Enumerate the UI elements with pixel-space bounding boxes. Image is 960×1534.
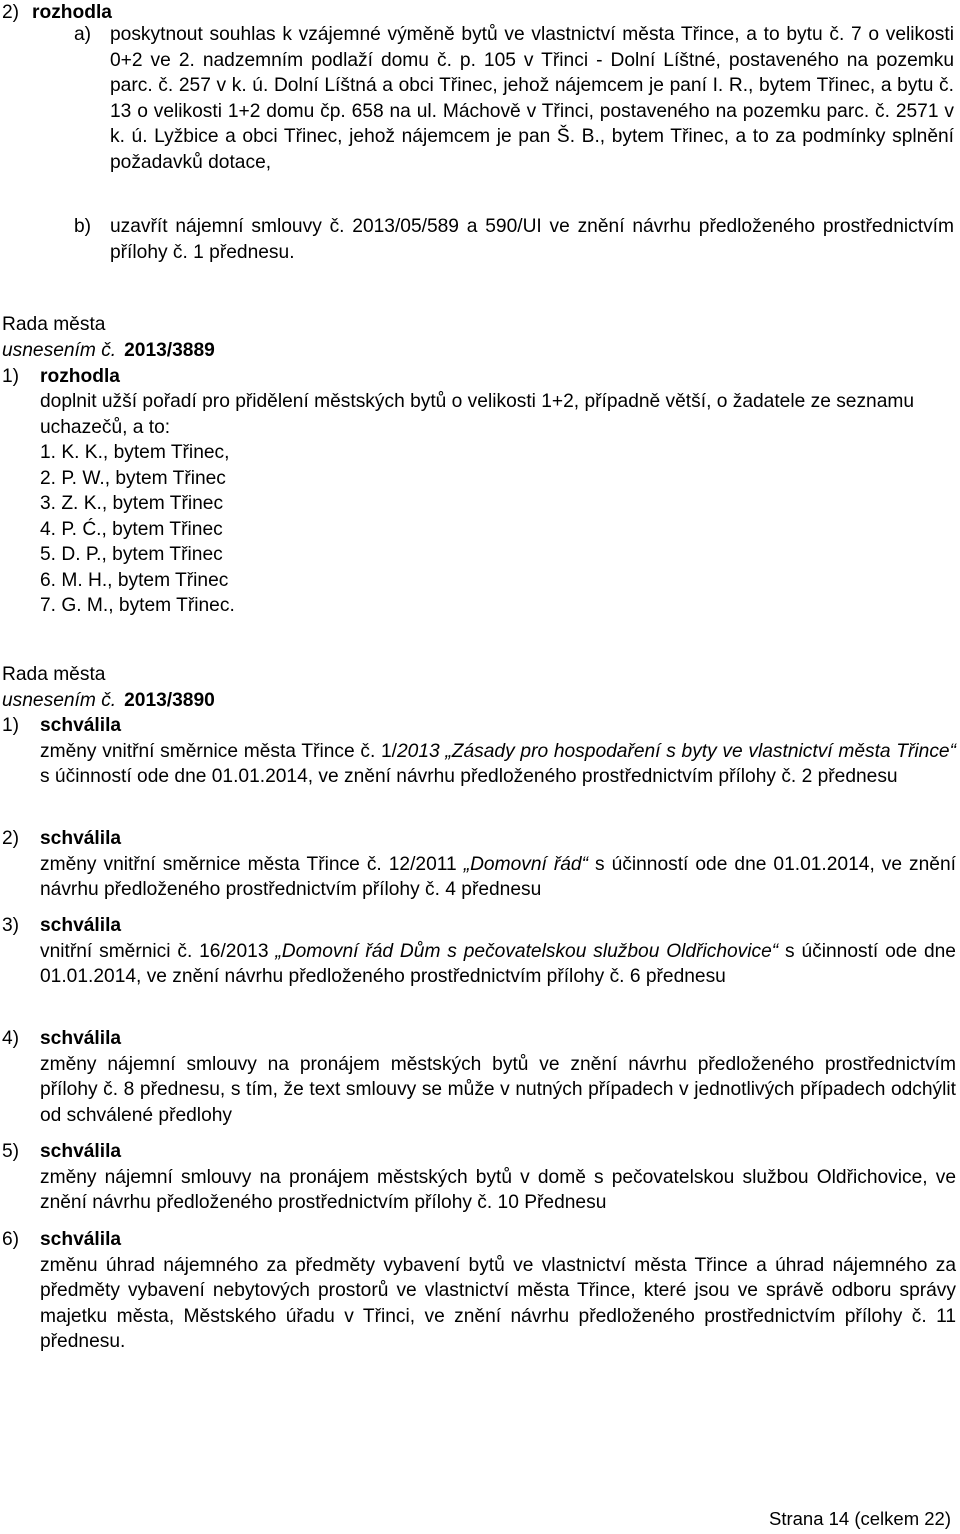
applicant-item: 3. Z. K., bytem Třinec xyxy=(40,493,224,514)
section-number: 1) xyxy=(2,715,20,736)
item-a xyxy=(74,22,954,175)
council-label: Rada města xyxy=(2,664,106,685)
applicant-item: 7. G. M., bytem Třinec. xyxy=(40,595,235,616)
applicant-item: 4. P. Ć., bytem Třinec xyxy=(40,518,223,540)
item-text-part: změny vnitřní směrnice města Třince č. 1/ xyxy=(40,740,397,762)
item-text-part: změny vnitřní směrnice města Třince č. 12/2011 xyxy=(40,853,464,875)
section-number: 4) xyxy=(2,1028,20,1049)
applicant-item: 1. K. K., bytem Třinec, xyxy=(40,442,230,463)
intro-text: doplnit užší pořadí pro přidělení městských bytů o velikosti 1+2, případně větší, o žadatele ze seznamu uchazečů, a to: xyxy=(40,391,915,438)
item-text-part: změny nájemní smlouvy na pronájem městských bytů v domě s pečovatelskou službou Oldřichovice, ve znění návrhu předloženého prostřednictvím přílohy č. 10 Přednesu xyxy=(40,1166,956,1213)
section-body xyxy=(40,389,956,619)
applicant-item: 2. P. W., bytem Třinec xyxy=(40,467,226,489)
section-heading xyxy=(2,364,120,390)
resolution-line xyxy=(2,338,215,364)
item-text-part: vnitřní směrnici č. 16/2013 xyxy=(40,940,276,962)
page-footer: Strana 14 (celkem 22) xyxy=(768,1508,951,1529)
item-text xyxy=(40,852,956,903)
section-verb: schválila xyxy=(40,1141,122,1162)
resolution-label: usnesením č. xyxy=(2,340,117,361)
section-verb: schválila xyxy=(40,715,122,736)
document-title: „Domovní řád“ xyxy=(463,853,588,875)
resolution-line xyxy=(2,688,215,714)
section-verb: schválila xyxy=(40,828,122,849)
item-text-part: s účinností ode dne 01.01.2014, ve znění návrhu předloženého prostřednictvím přílohy č. 4 přednesu xyxy=(40,853,956,900)
document-title: 2013 „Zásady pro hospodaření s byty ve vlastnictví města Třince“ xyxy=(396,740,956,762)
item-text-part: s účinností ode dne 01.01.2014, ve znění návrhu předloženého prostřednictvím přílohy č. 6 přednesu xyxy=(40,940,956,987)
applicant-list xyxy=(40,440,956,619)
section-number: 3) xyxy=(2,915,20,936)
applicant-item: 6. M. H., bytem Třinec xyxy=(40,569,229,591)
section-heading xyxy=(2,1026,956,1052)
item-b xyxy=(74,214,954,265)
section-verb: schválila xyxy=(40,915,122,936)
item-letter: b) xyxy=(74,216,92,237)
resolution-item xyxy=(2,826,956,903)
section-number: 2) xyxy=(2,828,20,849)
section-heading xyxy=(2,913,956,939)
applicant-item: 5. D. P., bytem Třinec xyxy=(40,544,223,565)
item-text xyxy=(40,1165,956,1216)
item-text-part: změnu úhrad nájemného za předměty vybavení bytů ve vlastnictví města Třince a úhrad nájemného za předměty vybavení nebytových prostorů ve vlastnictví města Třince, které jsou ve správě odboru správy majetku města, Městského úřadu v Třinci, ve znění návrhu předloženého prostřednictvím přílohy č. 11 přednesu. xyxy=(40,1254,956,1352)
document-title: „Domovní řád Dům s pečovatelskou službou Oldřichovice“ xyxy=(275,940,779,962)
resolution-item xyxy=(2,913,956,990)
section-verb: schválila xyxy=(40,1028,122,1049)
resolution-number: 2013/3890 xyxy=(124,690,215,711)
resolution-label: usnesením č. xyxy=(2,690,117,711)
resolution-item xyxy=(2,1139,956,1216)
section-heading xyxy=(2,1139,956,1165)
council-label: Rada města xyxy=(2,314,106,335)
section-number: 1) xyxy=(2,366,20,387)
section-verb: rozhodla xyxy=(40,366,120,387)
section-heading xyxy=(2,1227,956,1253)
section-number: 5) xyxy=(2,1141,20,1162)
item-text xyxy=(40,939,956,990)
section-heading xyxy=(2,826,956,852)
section-heading xyxy=(2,713,956,739)
item-text xyxy=(40,739,956,790)
resolution-item xyxy=(2,713,956,790)
section-number: 6) xyxy=(2,1229,20,1250)
section-number: 2) xyxy=(2,2,20,23)
item-text xyxy=(40,1253,956,1355)
item-text-part: s účinností ode dne 01.01.2014, ve znění návrhu předloženého prostřednictvím přílohy č. 2 přednesu xyxy=(40,766,898,787)
item-text: poskytnout souhlas k vzájemné výměně bytů ve vlastnictví města Třince, a to bytu č. 7 o velikosti 0+2 ve 2. nadzemním podlaží domu č. p. 105 v Třinci - Dolní Líštné, postaveného na pozemku parc. č. 257 v k. ú. Dolní Líštná a obci Třinec, jehož nájemcem je paní I. R., bytem Třinec, a bytu č. 13 o velikosti 1+2 domu čp. 658 na ul. Máchově v Třinci, postaveného na pozemku parc. č. 2571 v k. ú. Lyžbice a obci Třinec, jehož nájemcem je pan Š. B., bytem Třinec, a to za podmínky splnění požadavků dotace, xyxy=(110,24,954,173)
item-text xyxy=(40,1052,956,1129)
section-verb: schválila xyxy=(40,1229,122,1250)
item-text-part: změny nájemní smlouvy na pronájem městských bytů ve znění návrhu předloženého prostřednictvím přílohy č. 8 přednesu, s tím, že text smlouvy se může v nutných případech v jednotlivých případech odchýlit od schválené předlohy xyxy=(40,1053,956,1126)
resolution-number: 2013/3889 xyxy=(124,340,215,361)
resolution-item xyxy=(2,1227,956,1355)
section-verb: rozhodla xyxy=(32,2,112,23)
item-letter: a) xyxy=(74,24,92,45)
resolution-item xyxy=(2,1026,956,1128)
item-text: uzavřít nájemní smlouvy č. 2013/05/589 a 590/UI ve znění návrhu předloženého prostřednictvím přílohy č. 1 přednesu. xyxy=(110,216,954,263)
